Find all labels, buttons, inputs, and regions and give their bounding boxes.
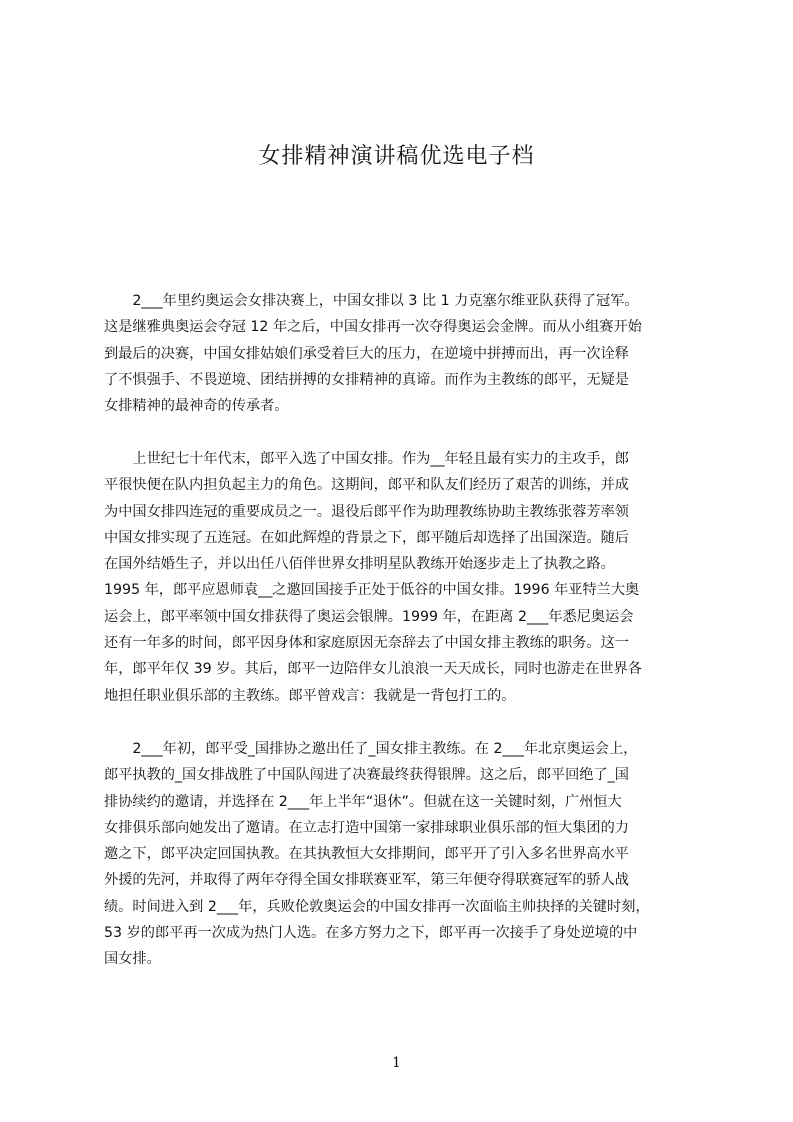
text-line: 外援的先河，并取得了两年夺得全国女排联赛亚军，第三年便夺得联赛冠军的骄人战 [104,872,629,889]
text-line: 这是继雅典奥运会夺冠 12 年之后，中国女排再一次夺得奥运会金牌。而从小组赛开始 [104,319,642,336]
text-line: 绩。时间进入到 2___年，兵败伦敦奥运会的中国女排再一次面临主帅抉择的关键时刻， [104,898,650,915]
paragraph-2 [104,446,697,709]
paragraph-1 [104,288,697,419]
text-line: 女排精神的最神奇的传承者。 [104,398,289,415]
text-line: 女排俱乐部向她发出了邀请。在立志打造中国第一家排球职业俱乐部的恒大集团的力 [104,819,629,836]
text-line: 上世纪七十年代末，郎平入选了中国女排。作为__年轻且最有实力的主攻手，郎 [104,451,629,467]
text-line: 排协续约的邀请，并选择在 2___年上半年“退休”。但就在这一关键时刻，广州恒大 [104,793,622,810]
text-line: 国女排。 [104,951,161,968]
text-line: 2___年初，郎平受_国排协之邀出任了_国女排主教练。在 2___年北京奥运会上， [104,741,638,757]
text-line: 了不惧强手、不畏逆境、团结拼搏的女排精神的真谛。而作为主教练的郎平，无疑是 [104,371,629,388]
page-number: 1 [392,1055,401,1071]
text-line: 2___年里约奥运会女排决赛上，中国女排以 3 比 1 力克塞尔维亚队获得了冠军。 [104,293,639,309]
text-line: 53 岁的郎平再一次成为热门人选。在多方努力之下，郎平再一次接手了身处逆境的中 [104,925,638,942]
paragraph-3 [104,736,697,973]
text-line: 在国外结婚生子，并以出任八佰伴世界女排明星队教练开始逐步走上了执教之路。 [104,556,615,573]
text-line: 郎平执教的_国女排战胜了中国队闯进了决赛最终获得银牌。这之后，郎平回绝了_国 [104,767,629,784]
text-line: 中国女排实现了五连冠。在如此辉煌的背景之下，郎平随后却选择了出国深造。随后 [104,529,629,546]
document-title: 女排精神演讲稿优选电子档 [258,144,535,169]
text-line: 1995 年，郎平应恩师袁__之邀回国接手正处于低谷的中国女排。1996 年亚特兰大奥 [104,582,640,599]
text-line: 到最后的决赛，中国女排姑娘们承受着巨大的压力，在逆境中拼搏而出，再一次诠释 [104,345,629,362]
text-line: 平很快便在队内担负起主力的角色。这期间，郎平和队友们经历了艰苦的训练，并成 [104,477,629,494]
text-line: 为中国女排四连冠的重要成员之一。退役后郎平作为助理教练协助主教练张蓉芳率领 [104,503,629,520]
text-line: 运会上，郎平率领中国女排获得了奥运会银牌。1999 年，在距离 2___年悉尼奥运会 [104,608,634,625]
text-line: 地担任职业俱乐部的主教练。郎平曾戏言：我就是一背包打工的。 [104,687,516,704]
text-line: 邀之下，郎平决定回国执教。在其执教恒大女排期间，郎平开了引入多名世界高水平 [104,846,629,863]
text-line: 还有一年多的时间，郎平因身体和家庭原因无奈辞去了中国女排主教练的职务。这一 [104,635,629,652]
text-line: 年，郎平年仅 39 岁。其后，郎平一边陪伴女儿浪浪一天天成长，同时也游走在世界各 [104,661,642,678]
